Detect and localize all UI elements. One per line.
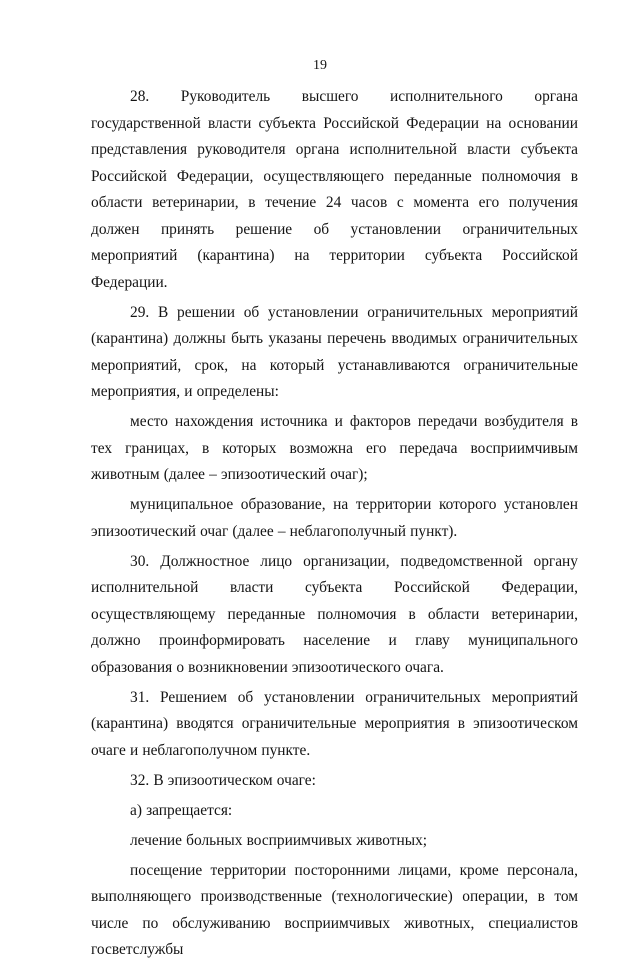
paragraph-32: 32. В эпизоотическом очаге: xyxy=(130,771,316,789)
paragraph-29-item-outbreak-site: место нахождения источника и факторов передачи возбудителя в тех границах, в которых возможна его передача восприимчивым животным (далее – эпизоотический очаг); xyxy=(91,413,578,483)
paragraph-29: 29. В решении об установлении ограничительных мероприятий (карантина) должны быть указаны перечень вводимых ограничительных мероприятий, срок, на который устанавливаются ограничительные мероприятия, и определены: xyxy=(91,303,578,400)
paragraph-30: 30. Должностное лицо организации, подведомственной органу исполнительной власти субъекта Российской Федерации, осуществляющему переданные полномочия в области ветеринарии, должно проинформировать население и главу муниципального образования о возникновении эпизоотического очага. xyxy=(91,552,578,676)
document-body xyxy=(91,84,578,964)
paragraph-32-subitem-a: а) запрещается: xyxy=(130,801,233,819)
paragraph-31: 31. Решением об установлении ограничительных мероприятий (карантина) вводятся ограничительные мероприятия в эпизоотическом очаге и неблагополучном пункте. xyxy=(91,688,578,759)
page-number: 19 xyxy=(313,58,327,73)
paragraph-28: 28. Руководитель высшего исполнительного органа государственной власти субъекта Российской Федерации на основании представления руководителя органа исполнительной власти субъекта Российской Федерации, осуществляющего переданные полномочия в области ветеринарии, в течение 24 часов с момента его получения должен принять решение об установлении ограничительных мероприятий (карантина) на территории субъекта Российской Федерации. xyxy=(91,88,578,291)
paragraph-32-treatment-ban: лечение больных восприимчивых животных; xyxy=(130,831,428,849)
paragraph-32-visit-ban: посещение территории посторонними лицами, кроме персонала, выполняющего производственные (технологические) операции, в том числе по обслуживанию восприимчивых животных, специалистов госветслужбы xyxy=(91,861,578,958)
paragraph-29-item-municipality: муниципальное образование, на территории которого установлен эпизоотический очаг (далее – неблагополучный пункт). xyxy=(91,496,578,540)
